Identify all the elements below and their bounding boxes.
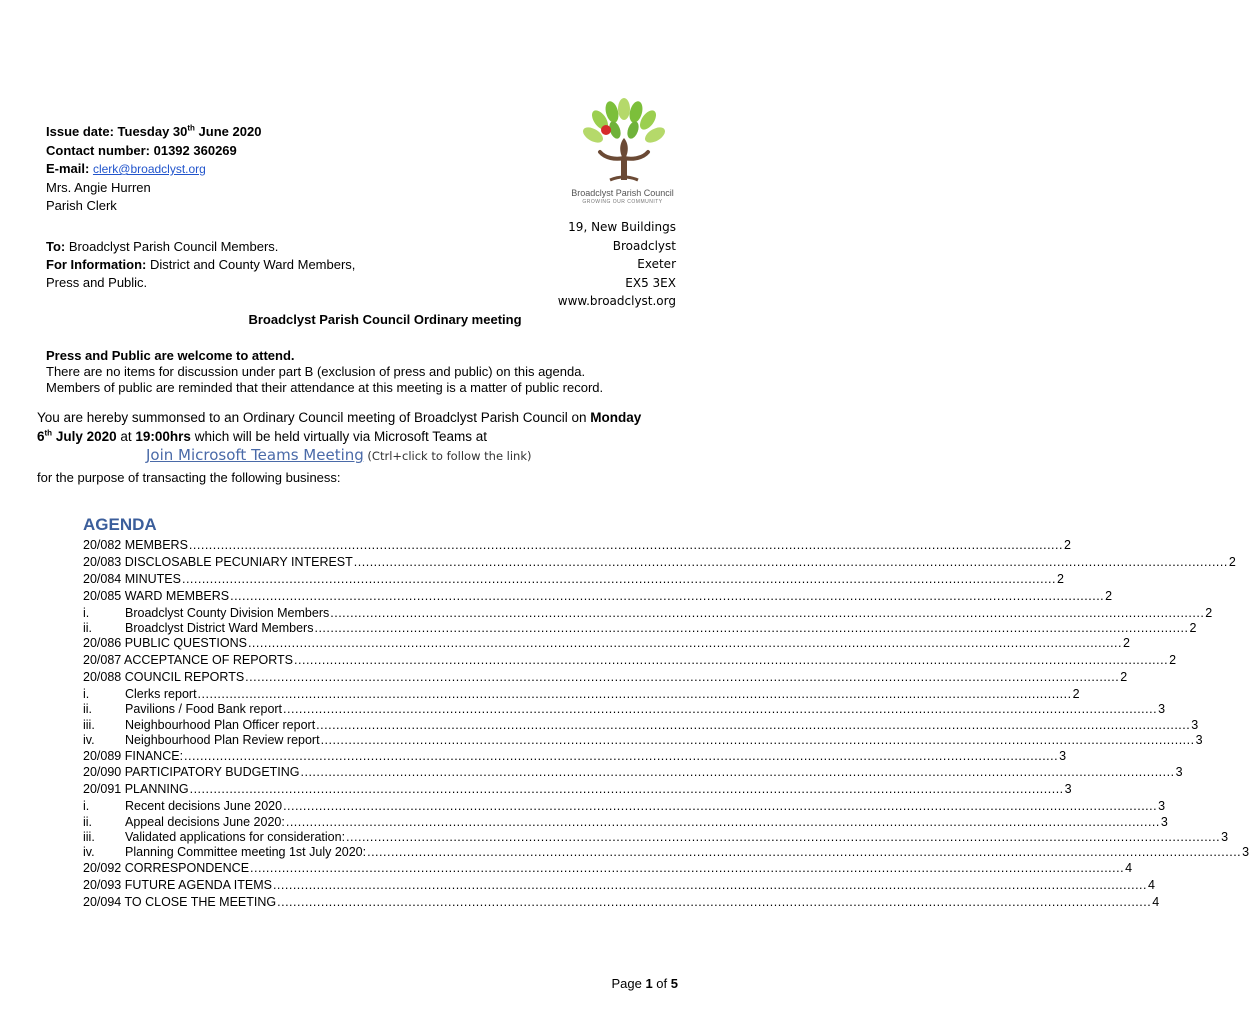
agenda-item[interactable] <box>83 554 1236 570</box>
agenda-item[interactable] <box>83 670 1128 685</box>
agenda-item[interactable] <box>83 538 1071 553</box>
agenda-item-title: 20/082 MEMBERS <box>83 538 188 552</box>
agenda-item-page: 3 <box>1158 702 1166 717</box>
agenda-item-title: Neighbourhood Plan Officer report <box>125 717 316 732</box>
agenda-item-title: Pavilions / Food Bank report <box>125 702 283 717</box>
agenda-item-page: 3 <box>1175 765 1183 780</box>
dot-leader: ............................................................................................................................................................................................................................ <box>188 538 1063 552</box>
meeting-title: Broadclyst Parish Council Ordinary meeting <box>248 312 522 327</box>
agenda-item-title: Planning Committee meeting 1st July 2020: <box>125 845 367 860</box>
recipients <box>46 238 355 292</box>
dot-leader: ............................................................................................................................................................................................................................ <box>314 620 1189 635</box>
agenda-item-title: 20/089 FINANCE: <box>83 748 184 763</box>
dot-leader: ............................................................................................................................................................................................................................ <box>300 765 1175 780</box>
agenda-item-page: 3 <box>1064 782 1072 797</box>
dot-leader: ............................................................................................................................................................................................................................ <box>250 860 1125 875</box>
agenda-subitem-number: iv. <box>83 733 95 748</box>
agenda-subitem[interactable] <box>83 702 1166 717</box>
agenda-item-title: Broadclyst District Ward Members <box>125 620 314 635</box>
logo-tagline: GROWING OUR COMMUNITY <box>582 199 663 205</box>
dot-leader: ............................................................................................................................................................................................................................ <box>230 588 1105 603</box>
agenda-subitem-number: iii. <box>83 717 95 732</box>
agenda-subitem-number: ii. <box>83 620 93 635</box>
link-hint: (Ctrl+click to follow the link) <box>363 449 532 463</box>
agenda-item-title: Clerks report <box>125 687 197 702</box>
agenda-item[interactable] <box>83 765 1183 780</box>
agenda-item-title: 20/093 FUTURE AGENDA ITEMS <box>83 877 272 892</box>
agenda-subitem[interactable] <box>83 717 1199 733</box>
agenda-item-title: Validated applications for consideration: <box>125 830 346 845</box>
agenda-item-page: 3 <box>1195 733 1203 748</box>
agenda-item[interactable] <box>83 877 1155 893</box>
address-line: Broadclyst <box>612 238 676 253</box>
agenda-item-title: Recent decisions June 2020 <box>125 799 283 814</box>
agenda-subitem[interactable] <box>83 830 1229 845</box>
agenda-item-title: Broadclyst County Division Members <box>125 605 330 620</box>
agenda-item[interactable] <box>83 588 1113 604</box>
agenda-item-title: Neighbourhood Plan Review report <box>125 733 320 748</box>
agenda-item-page: 3 <box>1191 717 1199 732</box>
agenda-item-page: 4 <box>1148 877 1155 892</box>
agenda-subitem-number: i. <box>83 605 90 620</box>
agenda-item-page: 4 <box>1125 860 1133 875</box>
agenda-item[interactable] <box>83 571 1064 587</box>
issue-date: Issue date: Tuesday 30th June 2020 <box>46 123 262 139</box>
agenda-item[interactable] <box>83 860 1133 876</box>
press-welcome: Press and Public are welcome to attend. <box>46 348 295 363</box>
info-line-2: Press and Public. <box>46 275 148 290</box>
agenda-item-page: 4 <box>1152 894 1160 909</box>
press-notice <box>46 348 603 396</box>
website: www.broadclyst.org <box>557 294 676 308</box>
agenda-item-page: 2 <box>1205 605 1213 620</box>
dot-leader: ............................................................................................................................................................................................................................ <box>330 605 1205 620</box>
agenda-subitem-number: iii. <box>83 830 95 845</box>
agenda-item[interactable] <box>83 894 1160 910</box>
agenda-heading: AGENDA <box>83 515 157 534</box>
email-line: E-mail: clerk@broadclyst.org <box>46 161 206 176</box>
clerk-name: Mrs. Angie Hurren <box>46 179 151 195</box>
agenda-item-title: 20/090 PARTICIPATORY BUDGETING <box>83 765 300 780</box>
dot-leader: ............................................................................................................................................................................................................................ <box>283 799 1158 814</box>
agenda-subitem[interactable] <box>83 814 1168 830</box>
agenda-item-title: Appeal decisions June 2020: <box>125 814 285 829</box>
info-line: For Information: District and County Ward Members, <box>46 257 356 272</box>
agenda-list <box>83 538 1249 910</box>
agenda-subitem-number: i. <box>83 687 90 702</box>
agenda-subitem[interactable] <box>83 799 1166 814</box>
address-line: Exeter <box>637 257 676 271</box>
email-link[interactable]: clerk@broadclyst.org <box>92 162 206 176</box>
dot-leader: ............................................................................................................................................................................................................................ <box>320 733 1195 748</box>
dot-leader: ............................................................................................................................................................................................................................ <box>181 571 1057 586</box>
agenda-subitem-number: ii. <box>83 814 93 829</box>
teams-meeting-link[interactable]: Join Microsoft Teams Meeting <box>146 446 364 464</box>
address-line: 19, New Buildings <box>568 220 676 234</box>
agenda-subitem-number: ii. <box>83 702 93 717</box>
dot-leader: ............................................................................................................................................................................................................................ <box>277 894 1152 909</box>
agenda-item-title: 20/091 PLANNING <box>83 782 189 797</box>
dot-leader: ............................................................................................................................................................................................................................ <box>272 877 1147 892</box>
agenda-item-title: 20/088 COUNCIL REPORTS <box>83 670 245 685</box>
dot-leader: ............................................................................................................................................................................................................................ <box>294 653 1169 668</box>
address-line: EX5 3EX <box>625 275 676 290</box>
agenda-item[interactable] <box>83 636 1130 651</box>
dot-leader: ............................................................................................................................................................................................................................ <box>283 702 1158 717</box>
logo-name: Broadclyst Parish Council <box>571 188 674 198</box>
agenda-item[interactable] <box>83 653 1177 668</box>
agenda-item-title: 20/092 CORRESPONDENCE <box>83 860 250 875</box>
agenda-subitem-number: iv. <box>83 845 95 860</box>
agenda-item-title: 20/086 PUBLIC QUESTIONS <box>83 636 247 651</box>
agenda-item-page: 3 <box>1242 845 1249 860</box>
agenda-item-title: 20/087 ACCEPTANCE OF REPORTS <box>83 653 294 668</box>
dot-leader: ............................................................................................................................................................................................................................ <box>367 845 1242 860</box>
agenda-item-title: 20/083 DISCLOSABLE PECUNIARY INTEREST <box>83 554 353 569</box>
agenda-item-page: 2 <box>1189 620 1197 635</box>
agenda-item-page: 3 <box>1158 799 1166 814</box>
dot-leader: ............................................................................................................................................................................................................................ <box>245 670 1120 685</box>
agenda-item-page: 2 <box>1169 653 1177 668</box>
summons-paragraph: You are hereby summonsed to an Ordinary Council meeting of Broadclyst Parish Council on Monday 6th July 2020 at 19:00hrs which will be held virtually via Microsoft Teams at <box>37 410 642 444</box>
press-line: There are no items for discussion under part B (exclusion of press and public) on this agenda. <box>46 364 586 379</box>
contact-number: Contact number: 01392 360269 <box>46 142 237 158</box>
teams-link-line <box>146 446 532 464</box>
dot-leader: ............................................................................................................................................................................................................................ <box>197 687 1072 702</box>
dot-leader: ............................................................................................................................................................................................................................ <box>285 814 1160 829</box>
agenda-item-page: 2 <box>1057 571 1064 586</box>
page-number: Page 1 of 5 <box>611 976 678 991</box>
agenda-subitem[interactable] <box>83 733 1203 748</box>
agenda-subitem[interactable] <box>83 845 1249 860</box>
dot-leader: ............................................................................................................................................................................................................................ <box>189 782 1064 797</box>
agenda-item-title: 20/084 MINUTES <box>83 571 181 586</box>
agenda-item-page: 2 <box>1228 554 1236 569</box>
agenda-item-page: 2 <box>1063 538 1071 552</box>
address-block <box>558 218 676 311</box>
agenda-subitem[interactable] <box>83 605 1213 621</box>
purpose-line: for the purpose of transacting the following business: <box>37 470 341 485</box>
dot-leader: ............................................................................................................................................................................................................................ <box>184 748 1059 763</box>
agenda-item-title: 20/085 WARD MEMBERS <box>83 588 230 603</box>
agenda-subitem[interactable] <box>83 687 1080 702</box>
agenda-item-page: 2 <box>1120 670 1128 685</box>
clerk-role: Parish Clerk <box>46 198 117 213</box>
to-line: To: Broadclyst Parish Council Members. <box>46 239 279 254</box>
dot-leader: ............................................................................................................................................................................................................................ <box>247 636 1122 651</box>
dot-leader: ............................................................................................................................................................................................................................ <box>353 554 1228 569</box>
press-line: Members of public are reminded that their attendance at this meeting is a matter of public record. <box>46 380 604 395</box>
apple-icon <box>601 125 611 135</box>
agenda-subitem-number: i. <box>83 799 90 814</box>
agenda-item-page: 2 <box>1072 687 1080 702</box>
agenda-item[interactable] <box>83 748 1067 764</box>
agenda-subitem[interactable] <box>83 620 1197 636</box>
agenda-item-title: 20/094 TO CLOSE THE MEETING <box>83 894 277 909</box>
agenda-item-page: 3 <box>1160 814 1168 829</box>
header-block <box>46 123 261 216</box>
agenda-item-page: 2 <box>1123 636 1130 651</box>
agenda-item-page: 2 <box>1105 588 1113 603</box>
dot-leader: ............................................................................................................................................................................................................................ <box>346 830 1221 845</box>
agenda-item[interactable] <box>83 782 1072 797</box>
agenda-item-page: 3 <box>1221 830 1229 845</box>
agenda-item-page: 3 <box>1059 748 1067 763</box>
dot-leader: ............................................................................................................................................................................................................................ <box>316 717 1191 732</box>
